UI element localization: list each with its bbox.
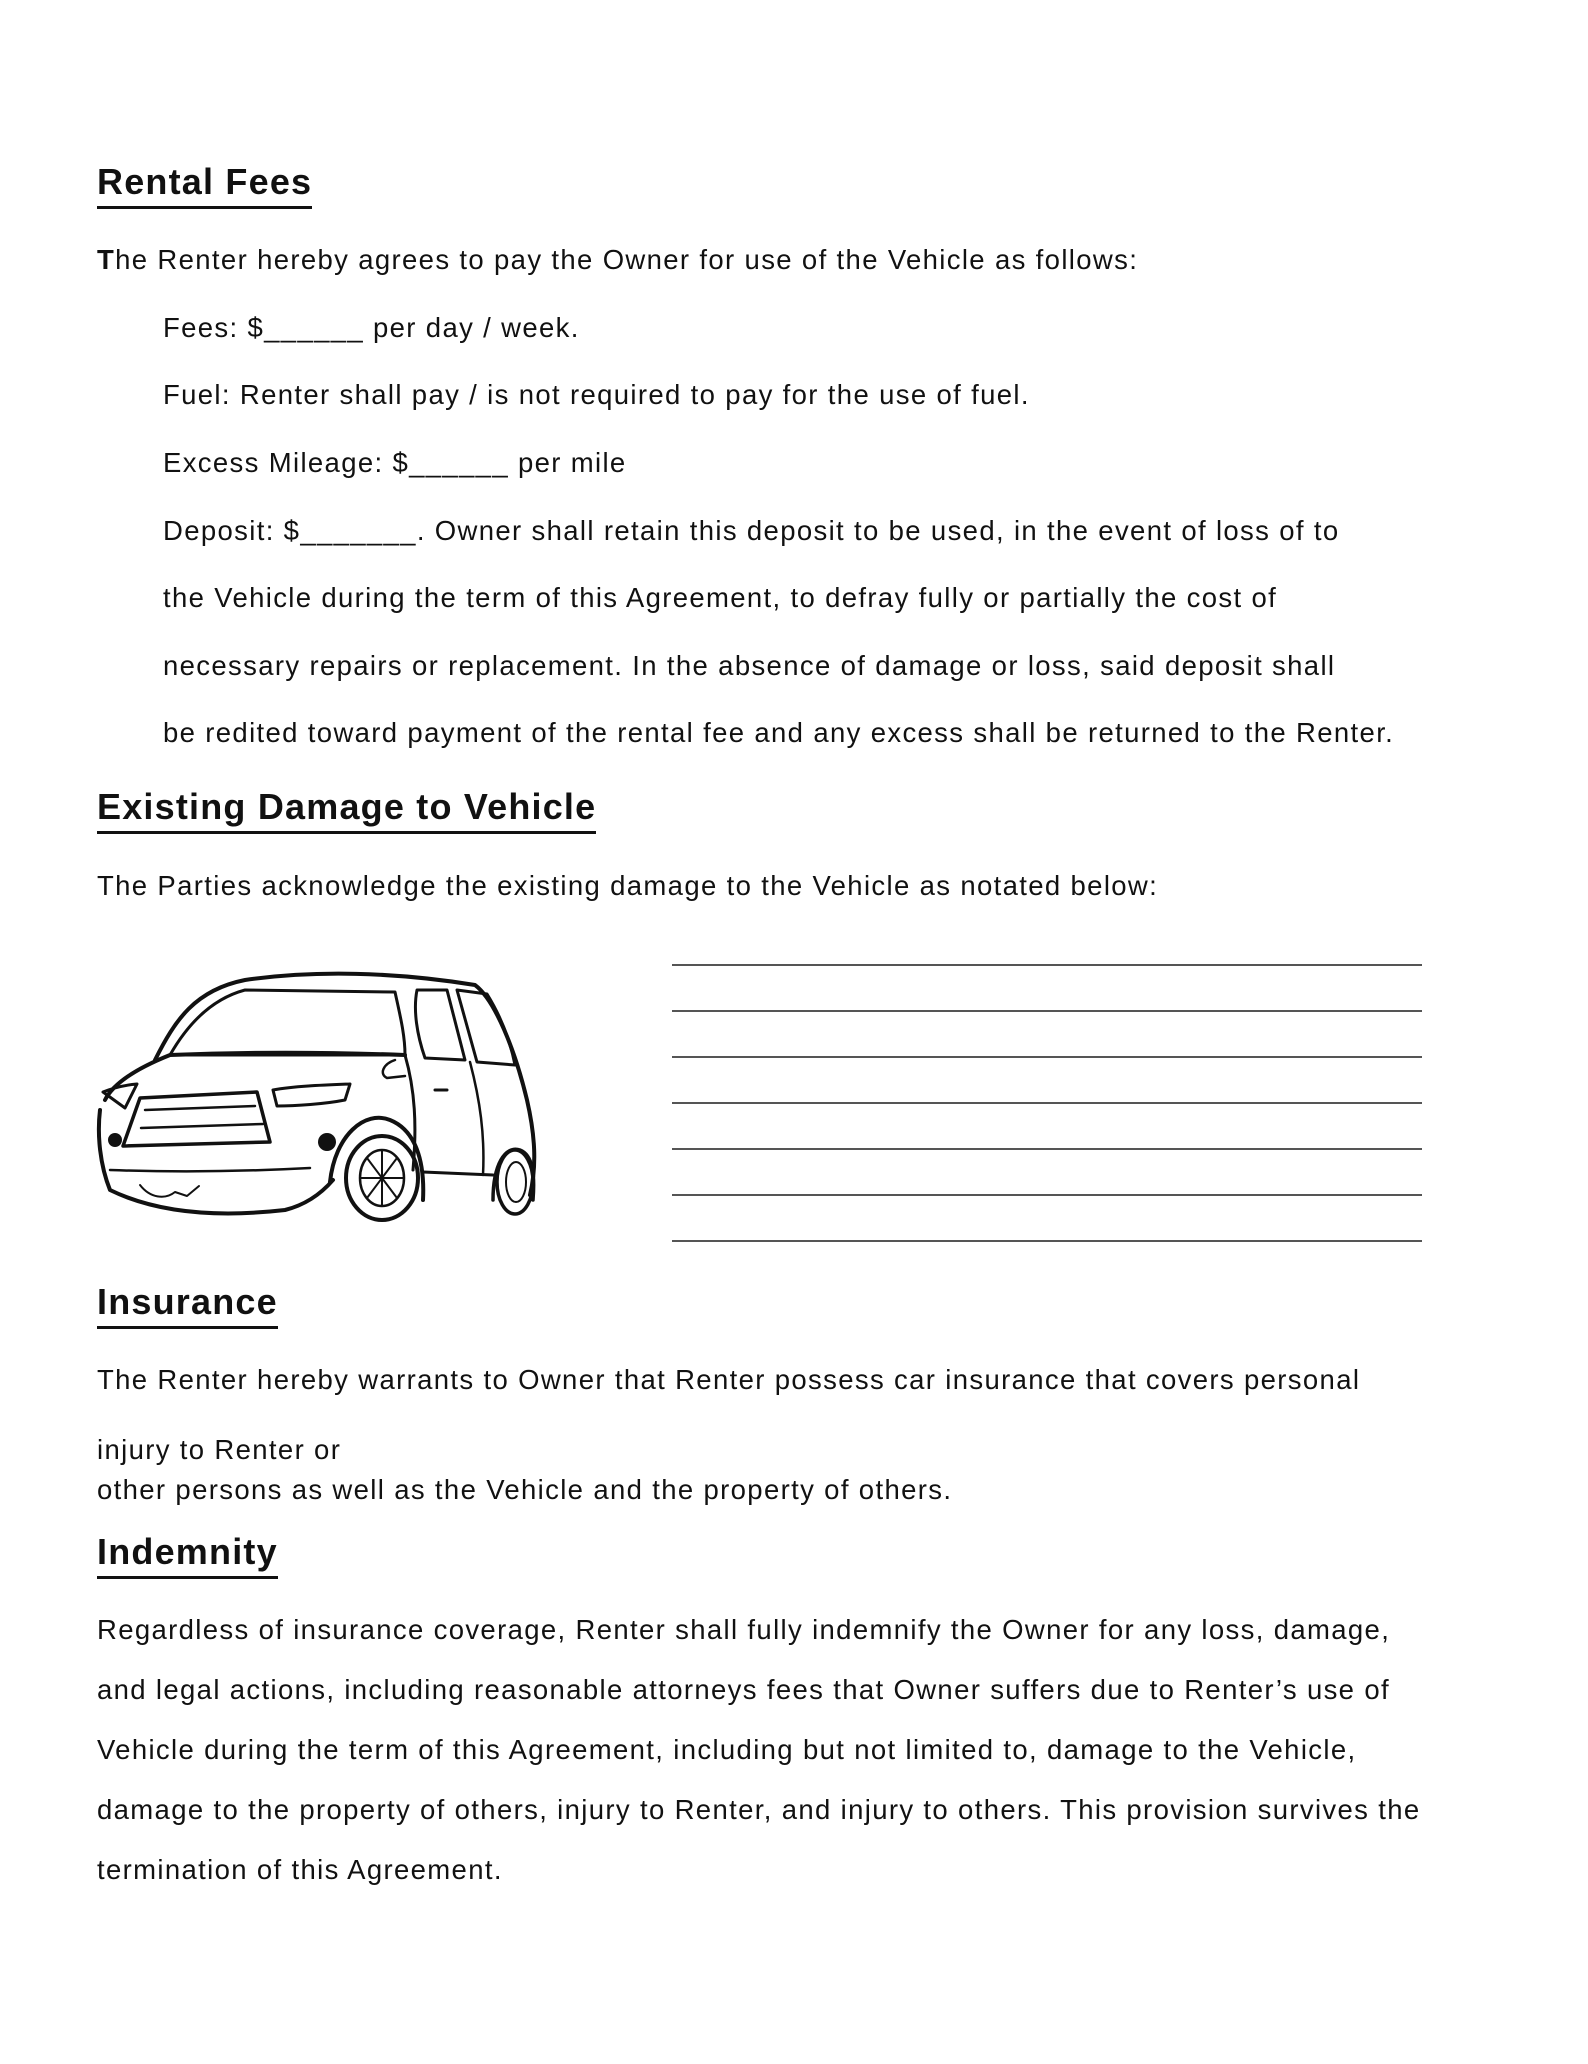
damage-blank-line-4[interactable] [672,1102,1422,1104]
insurance-text-line: The Renter hereby warrants to Owner that Renter possess car insurance that covers personal [97,1364,1361,1395]
damage-blank-line-6[interactable] [672,1194,1422,1196]
intro-text: he Renter hereby agrees to pay the Owner for use of the Vehicle as follows: [115,244,1139,275]
damage-blank-line-2[interactable] [672,1010,1422,1012]
damage-blank-line-3[interactable] [672,1056,1422,1058]
intro-drop-cap: T [97,244,116,275]
damage-blank-line-7[interactable] [672,1240,1422,1242]
damage-blank-line-5[interactable] [672,1148,1422,1150]
existing-damage-intro: The Parties acknowledge the existing damage to the Vehicle as notated below: [97,870,1159,901]
damage-blank-line-1[interactable] [672,964,1422,966]
indemnity-text-line: termination of this Agreement. [97,1854,503,1885]
existing-damage-heading: Existing Damage to Vehicle [97,785,596,834]
insurance-text-line: other persons as well as the Vehicle and the property of others. [97,1474,953,1505]
fees-line: Fees: $______ per day / week. [163,312,580,343]
rental-fees-heading: Rental Fees [97,160,312,209]
deposit-line: the Vehicle during the term of this Agreement, to defray fully or partially the cost of [163,582,1278,613]
suv-outline-icon [95,960,565,1225]
indemnity-text-line: and legal actions, including reasonable attorneys fees that Owner suffers due to Renter’s use of [97,1674,1390,1705]
deposit-line: Deposit: $_______. Owner shall retain this deposit to be used, in the event of loss of to [163,515,1340,546]
fuel-line: Fuel: Renter shall pay / is not required to pay for the use of fuel. [163,379,1030,410]
deposit-line: necessary repairs or replacement. In the absence of damage or loss, said deposit shall [163,650,1336,681]
indemnity-text-line: damage to the property of others, injury to Renter, and injury to others. This provision survives the [97,1794,1421,1825]
rental-fees-intro [97,243,1138,277]
excess-mileage-line: Excess Mileage: $______ per mile [163,447,627,478]
indemnity-text-line: Regardless of insurance coverage, Renter shall fully indemnify the Owner for any loss, damage, [97,1614,1391,1645]
indemnity-text-line: Vehicle during the term of this Agreement, including but not limited to, damage to the Vehicle, [97,1734,1357,1765]
insurance-heading: Insurance [97,1280,278,1329]
indemnity-heading: Indemnity [97,1530,278,1579]
deposit-line: be redited toward payment of the rental fee and any excess shall be returned to the Renter. [163,717,1395,748]
insurance-text-line: injury to Renter or [97,1434,342,1465]
